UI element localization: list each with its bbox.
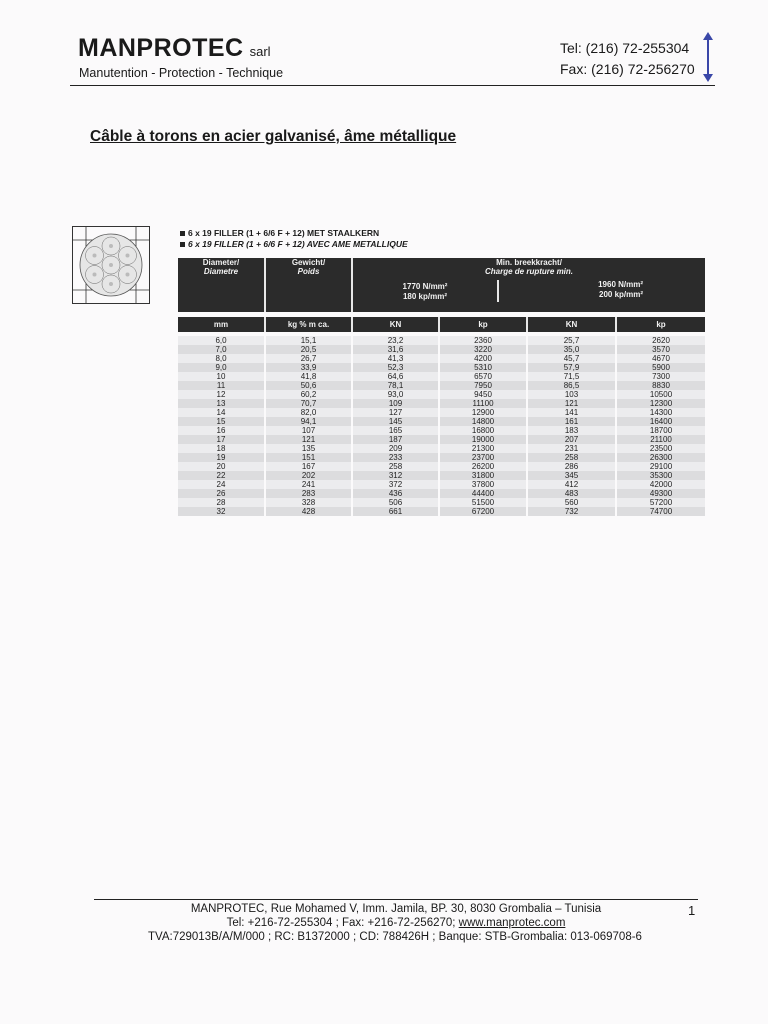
table-cell: 732	[527, 507, 616, 516]
table-row	[178, 408, 705, 417]
table-cell: 42000	[616, 480, 705, 489]
table-cell: 21100	[616, 435, 705, 444]
table-cell: 483	[527, 489, 616, 498]
table-cell: 4670	[616, 354, 705, 363]
arrow-up-icon	[703, 32, 713, 40]
header-weight: Gewicht/ Poids	[265, 258, 352, 312]
table-cell: 4200	[439, 354, 527, 363]
table-cell: 35,0	[527, 345, 616, 354]
table-cell: 9,0	[178, 363, 265, 372]
table-cell: 5310	[439, 363, 527, 372]
header-grade-1960: 1960 N/mm² 200 kp/mm²	[497, 280, 705, 302]
table-cell: 286	[527, 462, 616, 471]
table-cell: 7,0	[178, 345, 265, 354]
table-cell: 70,7	[265, 399, 352, 408]
spec-line-1: 6 x 19 FILLER (1 + 6/6 F + 12) MET STAALKERN	[180, 228, 379, 238]
table-row	[178, 480, 705, 489]
table-cell: 428	[265, 507, 352, 516]
table-cell: 135	[265, 444, 352, 453]
table-cell: 10500	[616, 390, 705, 399]
header-fax: Fax: (216) 72-256270	[560, 61, 695, 77]
table-cell: 11100	[439, 399, 527, 408]
table-cell: 25,7	[527, 336, 616, 345]
table-body	[178, 336, 705, 516]
table-cell: 31,6	[352, 345, 439, 354]
cable-spec-table	[178, 258, 705, 516]
table-row	[178, 345, 705, 354]
document-title: Câble à torons en acier galvanisé, âme métallique	[90, 128, 457, 145]
unit-cell: kp	[439, 317, 527, 332]
table-cell: 37800	[439, 480, 527, 489]
table-row	[178, 498, 705, 507]
table-row	[178, 390, 705, 399]
table-row	[178, 399, 705, 408]
table-cell: 145	[352, 417, 439, 426]
table-cell: 16	[178, 426, 265, 435]
footer-legal: TVA:729013B/A/M/000 ; RC: B1372000 ; CD: 788426H ; Banque: STB-Grombalia: 013-069708-6	[148, 931, 642, 943]
table-cell: 49300	[616, 489, 705, 498]
table-cell: 151	[265, 453, 352, 462]
table-cell: 10	[178, 372, 265, 381]
table-cell: 141	[527, 408, 616, 417]
table-cell: 127	[352, 408, 439, 417]
table-cell: 93,0	[352, 390, 439, 399]
table-cell: 16800	[439, 426, 527, 435]
company-logo	[78, 34, 271, 63]
table-cell: 7300	[616, 372, 705, 381]
table-cell: 19000	[439, 435, 527, 444]
table-cell: 283	[265, 489, 352, 498]
table-cell: 26300	[616, 453, 705, 462]
table-cell: 41,8	[265, 372, 352, 381]
table-cell: 3570	[616, 345, 705, 354]
table-row	[178, 471, 705, 480]
table-row	[178, 336, 705, 345]
table-cell: 560	[527, 498, 616, 507]
table-cell: 107	[265, 426, 352, 435]
table-cell: 345	[527, 471, 616, 480]
table-cell: 121	[265, 435, 352, 444]
table-cell: 6570	[439, 372, 527, 381]
units-row	[178, 317, 705, 332]
table-cell: 2620	[616, 336, 705, 345]
table-row	[178, 462, 705, 471]
table-cell: 121	[527, 399, 616, 408]
table-cell: 19	[178, 453, 265, 462]
table-row	[178, 417, 705, 426]
header-diameter: Diameter/ Diametre	[178, 258, 265, 312]
table-cell: 35300	[616, 471, 705, 480]
table-cell: 94,1	[265, 417, 352, 426]
table-cell: 51500	[439, 498, 527, 507]
table-cell: 241	[265, 480, 352, 489]
table-cell: 15	[178, 417, 265, 426]
footer-divider	[94, 899, 698, 900]
table-cell: 7950	[439, 381, 527, 390]
table-cell: 60,2	[265, 390, 352, 399]
table-cell: 41,3	[352, 354, 439, 363]
table-row	[178, 435, 705, 444]
table-row	[178, 453, 705, 462]
table-cell: 64,6	[352, 372, 439, 381]
table-cell: 18700	[616, 426, 705, 435]
table-cell: 31800	[439, 471, 527, 480]
website-link[interactable]: www.manprotec.com	[458, 917, 566, 929]
table-cell: 12900	[439, 408, 527, 417]
table-cell: 57200	[616, 498, 705, 507]
unit-cell: mm	[178, 317, 265, 332]
table-cell: 20	[178, 462, 265, 471]
brand-name: MANPROTEC	[78, 34, 244, 62]
spec-line-2: 6 x 19 FILLER (1 + 6/6 F + 12) AVEC AME METALLIQUE	[180, 239, 408, 249]
table-cell: 14300	[616, 408, 705, 417]
table-cell: 23,2	[352, 336, 439, 345]
table-cell: 21300	[439, 444, 527, 453]
table-cell: 103	[527, 390, 616, 399]
table-cell: 52,3	[352, 363, 439, 372]
table-row	[178, 489, 705, 498]
table-cell: 86,5	[527, 381, 616, 390]
table-cell: 57,9	[527, 363, 616, 372]
table-cell: 45,7	[527, 354, 616, 363]
table-cell: 312	[352, 471, 439, 480]
table-cell: 22	[178, 471, 265, 480]
table-row	[178, 426, 705, 435]
table-cell: 16400	[616, 417, 705, 426]
table-cell: 8,0	[178, 354, 265, 363]
table-cell: 33,9	[265, 363, 352, 372]
table-cell: 412	[527, 480, 616, 489]
table-cell: 202	[265, 471, 352, 480]
table-cell: 9450	[439, 390, 527, 399]
table-cell: 17	[178, 435, 265, 444]
table-cell: 258	[352, 462, 439, 471]
table-cell: 28	[178, 498, 265, 507]
table-cell: 661	[352, 507, 439, 516]
table-cell: 187	[352, 435, 439, 444]
table-cell: 165	[352, 426, 439, 435]
arrow-down-icon	[703, 74, 713, 82]
table-row	[178, 363, 705, 372]
table-cell: 15,1	[265, 336, 352, 345]
bullet-icon	[180, 231, 185, 236]
table-row	[178, 507, 705, 516]
table-cell: 8830	[616, 381, 705, 390]
table-cell: 82,0	[265, 408, 352, 417]
header-divider	[70, 85, 715, 86]
table-cell: 167	[265, 462, 352, 471]
table-cell: 12300	[616, 399, 705, 408]
cable-strands-icon	[73, 227, 149, 303]
unit-cell: kp	[616, 317, 705, 332]
table-cell: 50,6	[265, 381, 352, 390]
brand-suffix: sarl	[249, 44, 271, 59]
table-cell: 161	[527, 417, 616, 426]
tagline: Manutention - Protection - Technique	[79, 66, 284, 80]
table-cell: 32	[178, 507, 265, 516]
table-cell: 44400	[439, 489, 527, 498]
table-cell: 14800	[439, 417, 527, 426]
table-cell: 3220	[439, 345, 527, 354]
table-cell: 258	[527, 453, 616, 462]
table-cell: 2360	[439, 336, 527, 345]
footer-address: MANPROTEC, Rue Mohamed V, Imm. Jamila, BP. 30, 8030 Grombalia – Tunisia	[190, 903, 602, 915]
table-cell: 436	[352, 489, 439, 498]
header-min-break-load: Min. breekkracht/ Charge de rupture min. 1770 N/mm² 180 kp/mm² 1960 N/mm² 200 kp/mm²	[352, 258, 705, 312]
table-cell: 26,7	[265, 354, 352, 363]
table-row	[178, 381, 705, 390]
table-cell: 78,1	[352, 381, 439, 390]
table-cell: 12	[178, 390, 265, 399]
table-cell: 13	[178, 399, 265, 408]
table-cell: 328	[265, 498, 352, 507]
table-cell: 183	[527, 426, 616, 435]
header-grade-1770: 1770 N/mm² 180 kp/mm²	[402, 282, 448, 301]
table-row	[178, 444, 705, 453]
table-cell: 23700	[439, 453, 527, 462]
table-cell: 26200	[439, 462, 527, 471]
table-cell: 20,5	[265, 345, 352, 354]
table-cell: 6,0	[178, 336, 265, 345]
unit-cell: KN	[527, 317, 616, 332]
table-cell: 26	[178, 489, 265, 498]
table-cell: 109	[352, 399, 439, 408]
table-cell: 231	[527, 444, 616, 453]
table-cell: 209	[352, 444, 439, 453]
table-cell: 67200	[439, 507, 527, 516]
table-cell: 506	[352, 498, 439, 507]
table-row	[178, 354, 705, 363]
table-cell: 24	[178, 480, 265, 489]
table-cell: 233	[352, 453, 439, 462]
table-cell: 11	[178, 381, 265, 390]
table-cell: 372	[352, 480, 439, 489]
table-cell: 207	[527, 435, 616, 444]
table-cell: 23500	[616, 444, 705, 453]
unit-cell: KN	[352, 317, 439, 332]
bullet-icon	[180, 242, 185, 247]
table-cell: 74700	[616, 507, 705, 516]
table-cell: 14	[178, 408, 265, 417]
table-row	[178, 372, 705, 381]
table-cell: 29100	[616, 462, 705, 471]
unit-cell: kg % m ca.	[265, 317, 352, 332]
table-cell: 18	[178, 444, 265, 453]
footer-contact: Tel: +216-72-255304 ; Fax: +216-72-256270; www.manprotec.com	[226, 917, 566, 929]
cable-cross-section-image	[72, 226, 150, 304]
header-tel: Tel: (216) 72-255304	[560, 40, 690, 56]
table-cell: 71,5	[527, 372, 616, 381]
table-cell: 5900	[616, 363, 705, 372]
page-number: 1	[688, 903, 696, 918]
